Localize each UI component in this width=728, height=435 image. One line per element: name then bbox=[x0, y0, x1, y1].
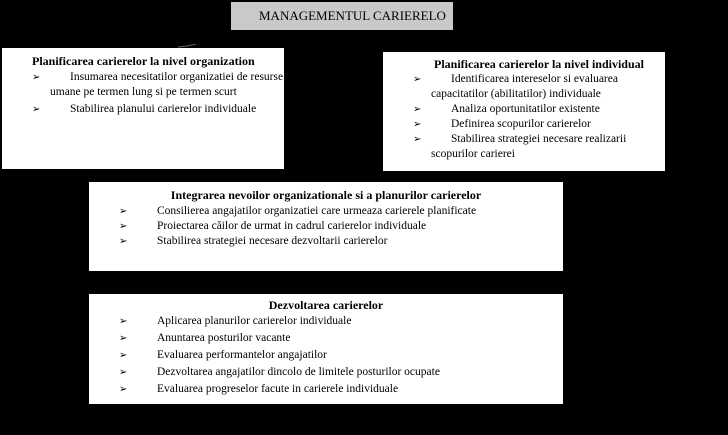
arrow-bullet-icon: ➢ bbox=[32, 104, 41, 115]
integration-heading: Integrarea nevoilor organizationale si a planurilor carierelor bbox=[170, 188, 482, 202]
arrow-bullet-icon: ➢ bbox=[32, 72, 41, 83]
integration-list bbox=[119, 204, 559, 249]
list-item: ➢ Aplicarea planurilor carierelor individuale bbox=[119, 315, 352, 327]
list-item: ➢ Consilierea angajatilor organizatiei care urmeaza carierele planificate bbox=[119, 205, 477, 217]
arrow-bullet-icon: ➢ bbox=[119, 367, 128, 378]
list-item: ➢ Identificarea intereselor si evaluarea capacitatilor (abilitatilor) individuale bbox=[413, 73, 618, 100]
list-item: ➢ Dezvoltarea angajatilor dincolo de limitele posturilor ocupate bbox=[119, 366, 440, 378]
arrow-bullet-icon: ➢ bbox=[119, 221, 128, 232]
development-list bbox=[119, 314, 559, 399]
arrow-bullet-icon: ➢ bbox=[119, 384, 128, 395]
list-item: ➢ Insumarea necesitatilor organizatiei de resurse umane pe termen lung si pe termen scurt bbox=[32, 71, 284, 98]
list-item: ➢ Evaluarea performantelor angajatilor bbox=[119, 349, 327, 361]
arrow-bullet-icon: ➢ bbox=[119, 350, 128, 361]
individual-planning-box bbox=[383, 52, 665, 171]
integration-box bbox=[89, 182, 563, 271]
org-planning-heading: Planificarea carierelor la nivel organization bbox=[32, 54, 255, 68]
list-item: ➢ Stabilirea planului carierelor individuale bbox=[32, 103, 257, 115]
arrow-bullet-icon: ➢ bbox=[413, 104, 422, 115]
arrow-bullet-icon: ➢ bbox=[119, 236, 128, 247]
arrow-bullet-icon: ➢ bbox=[119, 316, 128, 327]
arrow-bullet-icon: ➢ bbox=[119, 206, 128, 217]
development-heading: Dezvoltarea carierelor bbox=[268, 298, 384, 312]
list-item: ➢ Proiectarea căilor de urmat in cadrul carierelor individuale bbox=[119, 220, 427, 232]
list-item: ➢ Analiza oportunitatilor existente bbox=[413, 103, 600, 115]
development-box bbox=[89, 294, 563, 404]
individual-planning-list bbox=[413, 72, 658, 162]
arrow-bullet-icon: ➢ bbox=[413, 134, 422, 145]
list-item: ➢ Definirea scopurilor carierelor bbox=[413, 118, 591, 130]
list-item: ➢ Stabilirea strategiei necesare realizarii scopurilor carierei bbox=[413, 133, 627, 160]
org-planning-list bbox=[32, 70, 284, 119]
arrow-bullet-icon: ➢ bbox=[119, 333, 128, 344]
list-item: ➢ Anuntarea posturilor vacante bbox=[119, 332, 291, 344]
individual-planning-heading: Planificarea carierelor la nivel individual bbox=[434, 57, 644, 71]
diagram-title-text: MANAGEMENTUL CARIERELO bbox=[259, 8, 446, 23]
list-item: ➢ Stabilirea strategiei necesare dezvoltarii carierelor bbox=[119, 235, 388, 247]
org-planning-box bbox=[2, 48, 284, 169]
diagram-title bbox=[231, 2, 453, 30]
arrow-bullet-icon: ➢ bbox=[413, 74, 422, 85]
list-item: ➢ Evaluarea progreselor facute in carierele individuale bbox=[119, 383, 399, 395]
arrow-bullet-icon: ➢ bbox=[413, 119, 422, 130]
